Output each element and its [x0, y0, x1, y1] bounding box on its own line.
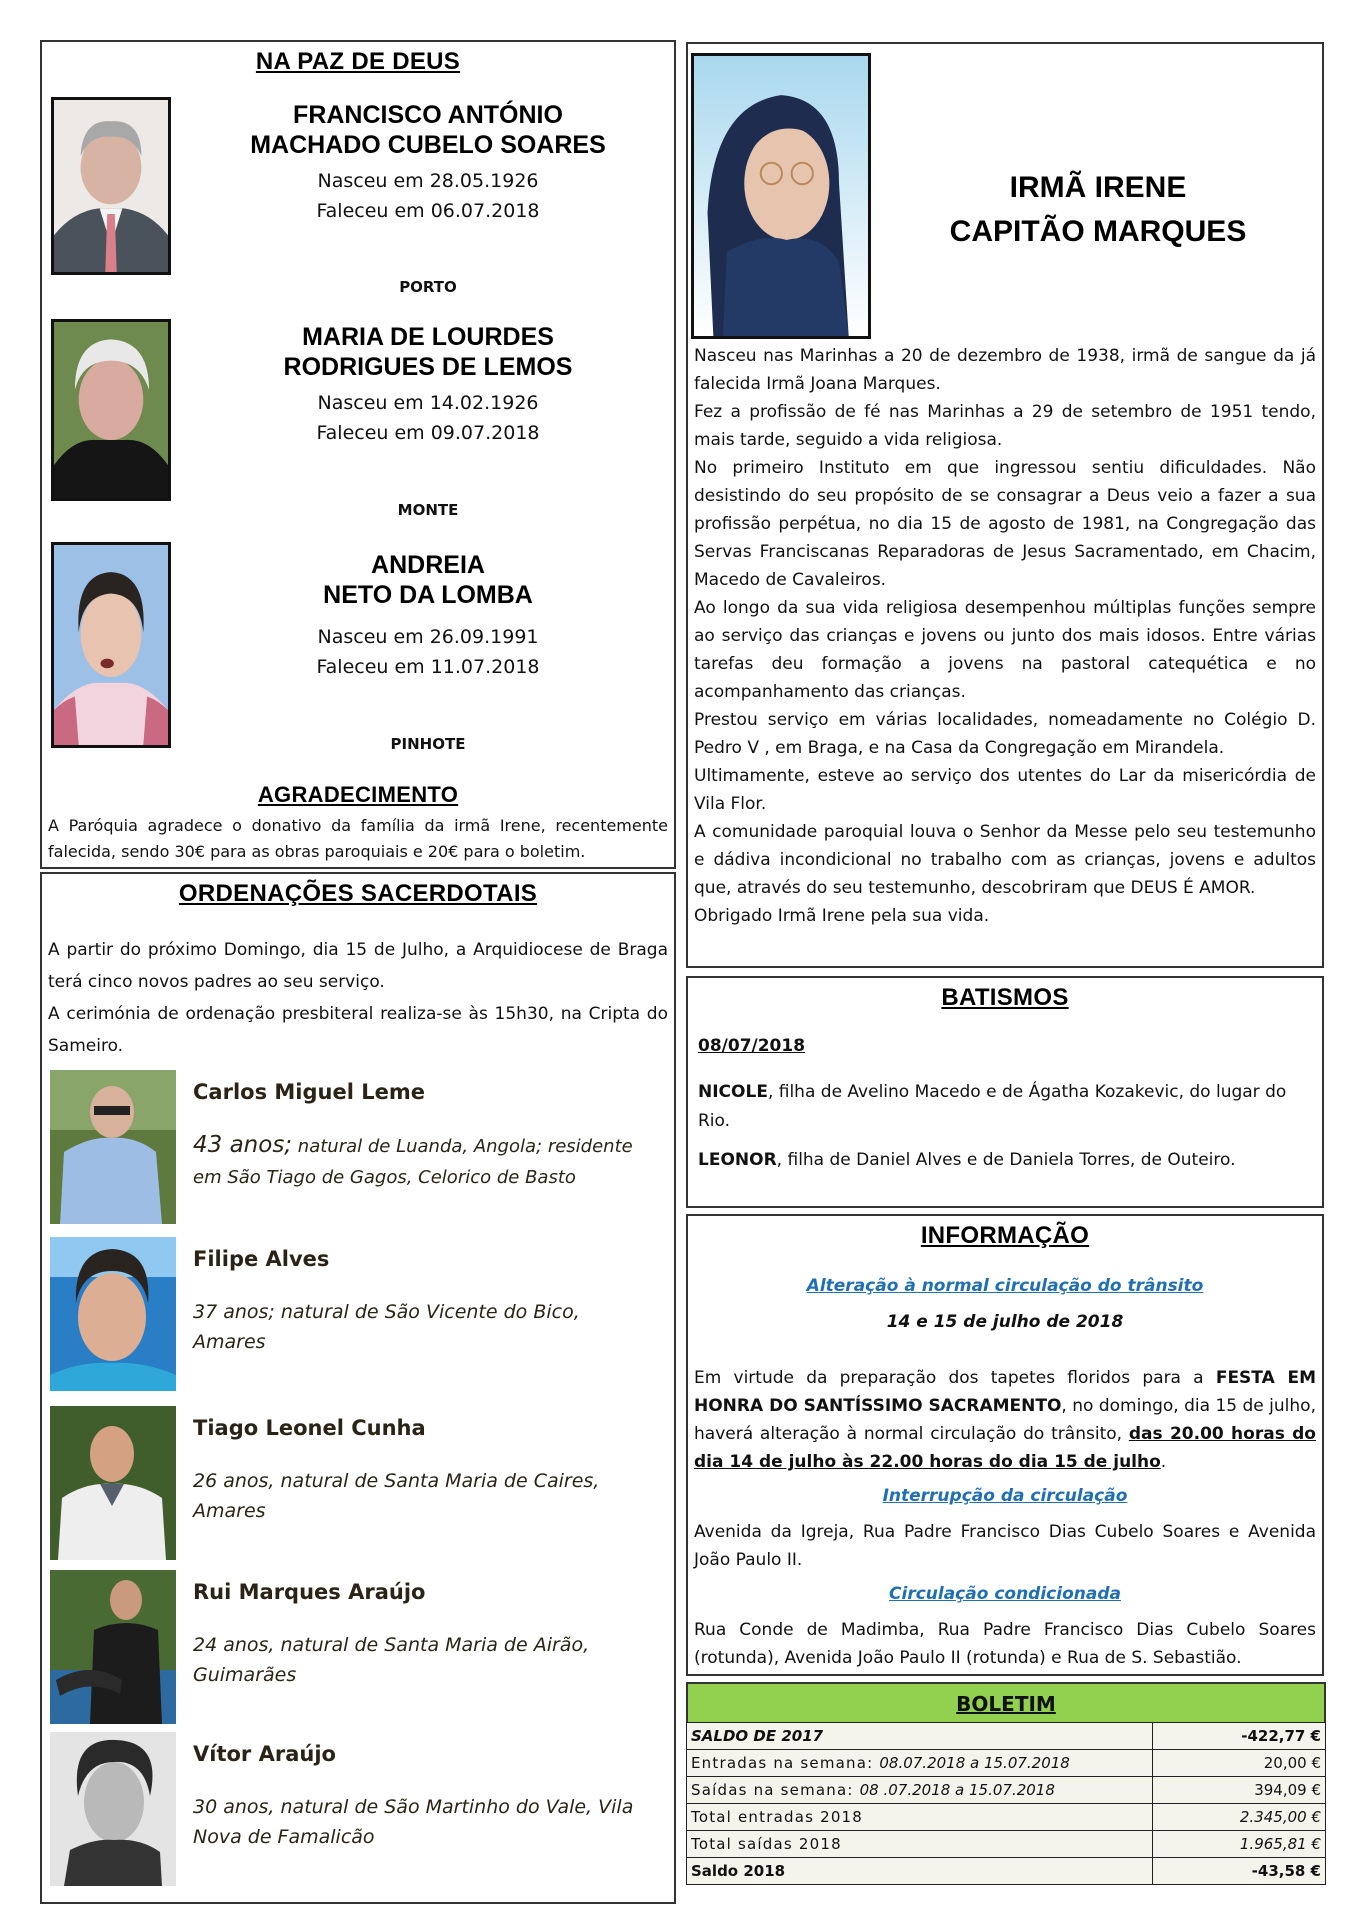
- table-row: [687, 1831, 1326, 1858]
- portrait-image: [54, 322, 168, 498]
- priest-item: [50, 1070, 670, 1228]
- priest-item: [50, 1237, 670, 1395]
- priest-description: 24 anos, natural de Santa Maria de Airão, Guimarães: [193, 1634, 590, 1686]
- bio-paragraph: Ao longo da sua vida religiosa desempenhou múltiplas funções sempre ao serviço das crianças e jovens ou junto dos mais idosos. Entre várias tarefas deu formação a jovens na pastoral catequética e no acompanhamento das crianças.: [694, 598, 1316, 702]
- portrait-image: [50, 1406, 176, 1560]
- priest-photo: [50, 1237, 176, 1391]
- priest-origin: natural de Luanda, Angola; residente em São Tiago de Gagos, Celorico de Basto: [193, 1136, 633, 1188]
- birth-date: Nasceu em 14.02.1926: [317, 392, 539, 414]
- table-row: [687, 1804, 1326, 1831]
- priest-description: 30 anos, natural de São Martinho do Vale, Vila Nova de Famalicão: [193, 1796, 634, 1848]
- name-line-1: ANDREIA: [371, 551, 485, 579]
- name-line-1: MARIA DE LOURDES: [302, 323, 554, 351]
- info-title: INFORMAÇÃO: [920, 1222, 1090, 1249]
- priest-photo: [50, 1406, 176, 1560]
- boletim-section: [686, 1682, 1326, 1885]
- irene-name: [874, 166, 1322, 254]
- table-row: [687, 1858, 1326, 1885]
- priest-photo: [50, 1570, 176, 1724]
- name-line-1: IRMÃ IRENE: [1009, 171, 1187, 204]
- text-part: Em virtude da preparação dos tapetes floridos para a: [694, 1368, 1216, 1388]
- irene-photo: [691, 53, 871, 339]
- portrait-image: [694, 56, 868, 336]
- table-row: [687, 1723, 1326, 1750]
- obituary-dates: [182, 622, 674, 682]
- row-value: 2.345,00 €: [1153, 1804, 1326, 1831]
- interruption-heading[interactable]: Interrupção da circulação: [882, 1486, 1128, 1506]
- boletim-title: BOLETIM: [956, 1692, 1056, 1716]
- label-text: Entradas na semana:: [691, 1754, 880, 1772]
- text-part: .: [1160, 1452, 1167, 1472]
- priest-name: Carlos Miguel Leme: [193, 1080, 425, 1104]
- birth-date: Nasceu em 26.09.1991: [317, 626, 539, 648]
- bio-paragraph: A comunidade paroquial louva o Senhor da Messe pelo seu testemunho e dádiva incondicional no trabalho com as crianças, jovens e adultos que, através do seu testemunho, descobriram que DEUS É AMOR.: [694, 822, 1316, 898]
- priest-age: 43 anos;: [193, 1132, 293, 1158]
- priest-photo: [50, 1732, 176, 1886]
- obituary-place: PORTO: [399, 278, 457, 296]
- obituary-place: MONTE: [397, 501, 459, 519]
- traffic-change-heading[interactable]: Alteração à normal circulação do trânsito: [806, 1276, 1204, 1296]
- text-part: , no domingo, dia 15 de julho, haverá alteração à normal circulação do trânsito,: [694, 1396, 1316, 1444]
- thanks-title: AGRADECIMENTO: [257, 782, 459, 807]
- irene-section: [686, 42, 1324, 968]
- portrait-image: [54, 545, 168, 745]
- row-label: [687, 1750, 1153, 1777]
- priest-name: Tiago Leonel Cunha: [193, 1416, 426, 1440]
- birth-date: Nasceu em 28.05.1926: [317, 170, 539, 192]
- portrait-image: [50, 1570, 176, 1724]
- obituary-photo-andreia: [51, 542, 171, 748]
- boletim-table: [686, 1722, 1326, 1885]
- label-text: SALDO DE 2017: [691, 1727, 824, 1745]
- priest-name: Rui Marques Araújo: [193, 1580, 426, 1604]
- row-value: -422,77 €: [1153, 1723, 1326, 1750]
- priest-photo: [50, 1070, 176, 1224]
- traffic-change-dates: 14 e 15 de julho de 2018: [886, 1312, 1124, 1332]
- row-label: [687, 1858, 1153, 1885]
- priest-name: Vítor Araújo: [193, 1742, 336, 1766]
- row-value: -43,58 €: [1153, 1858, 1326, 1885]
- traffic-change-text: [694, 1364, 1316, 1476]
- conditioned-heading[interactable]: Circulação condicionada: [889, 1584, 1121, 1604]
- bio-paragraph: Fez a profissão de fé nas Marinhas a 29 de setembro de 1951 tendo, mais tarde, seguido a vida religiosa.: [694, 402, 1316, 450]
- row-label: [687, 1723, 1153, 1750]
- name-line-2: CAPITÃO MARQUES: [949, 215, 1247, 248]
- label-text: Saídas na semana:: [691, 1781, 860, 1799]
- name-line-2: NETO DA LOMBA: [323, 581, 533, 609]
- baptism-date: 08/07/2018: [698, 1036, 806, 1056]
- priest-item: [50, 1732, 670, 1890]
- bio-paragraph: No primeiro Instituto em que ingressou sentiu dificuldades. Não desistindo do seu propósito de se consagrar a Deus veio a fazer a sua profissão perpétua, no dia 15 de agosto de 1981, na Congregação das Servas Franciscanas Reparadoras de Jesus Sacramentado, em Chacim, Macedo de Cavaleiros.: [694, 458, 1316, 590]
- table-row: [687, 1777, 1326, 1804]
- baptized-name: LEONOR: [698, 1150, 777, 1170]
- ordinations-ceremony: A cerimónia de ordenação presbiteral realiza-se às 15h30, na Cripta do Sameiro.: [48, 1004, 668, 1056]
- label-text: Saldo 2018: [691, 1862, 786, 1880]
- portrait-image: [50, 1070, 176, 1224]
- bio-paragraph: Ultimamente, esteve ao serviço dos utentes do Lar da misericórdia de Vila Flor.: [694, 766, 1316, 814]
- name-line-2: MACHADO CUBELO SOARES: [250, 131, 606, 159]
- obituary-name: [182, 322, 674, 382]
- portrait-image: [54, 100, 168, 272]
- obituary-dates: [182, 388, 674, 448]
- table-row: [687, 1750, 1326, 1777]
- baptisms-title: BATISMOS: [941, 984, 1069, 1011]
- obituaries-title: NA PAZ DE DEUS: [255, 48, 461, 75]
- bio-paragraph: Prestou serviço em várias localidades, nomeadamente no Colégio D. Pedro V , em Braga, e na Casa da Congregação em Mirandela.: [694, 710, 1316, 758]
- portrait-image: [50, 1732, 176, 1886]
- baptism-details: , filha de Avelino Macedo e de Ágatha Kozakevic, do lugar do Rio.: [698, 1082, 1287, 1131]
- obituary-place: PINHOTE: [390, 735, 466, 753]
- obituary-dates: [182, 166, 674, 226]
- priest-name: Filipe Alves: [193, 1247, 330, 1271]
- festival-name: FESTA EM HONRA DO SANTÍSSIMO SACRAMENTO: [694, 1368, 1316, 1416]
- row-value: 20,00 €: [1153, 1750, 1326, 1777]
- priest-description: 26 anos, natural de Santa Maria de Caires, Amares: [193, 1470, 600, 1522]
- irene-biography: [694, 342, 1316, 930]
- priest-description: 37 anos; natural de São Vicente do Bico, Amares: [193, 1301, 580, 1353]
- name-line-2: RODRIGUES DE LEMOS: [283, 353, 573, 381]
- priest-description: [193, 1130, 653, 1193]
- priest-item: [50, 1406, 670, 1564]
- row-label: [687, 1777, 1153, 1804]
- name-line-1: FRANCISCO ANTÓNIO: [293, 101, 563, 129]
- bio-paragraph: Nasceu nas Marinhas a 20 de dezembro de 1938, irmã de sangue da já falecida Irmã Joana Marques.: [694, 346, 1316, 394]
- info-section: [686, 1214, 1324, 1676]
- label-text: Total saídas 2018: [691, 1835, 842, 1853]
- baptized-name: NICOLE: [698, 1082, 768, 1102]
- death-date: Faleceu em 06.07.2018: [316, 200, 540, 222]
- portrait-image: [50, 1237, 176, 1391]
- period-text: 08 .07.2018 a 15.07.2018: [859, 1781, 1055, 1799]
- ordinations-section: [40, 872, 676, 1904]
- ordinations-title: ORDENAÇÕES SACERDOTAIS: [178, 880, 538, 907]
- obituary-name: [182, 550, 674, 610]
- baptism-entry: [698, 1146, 1314, 1175]
- boletim-header: [686, 1682, 1326, 1722]
- thanks-text: A Paróquia agradece o donativo da família da irmã Irene, recentemente falecida, sendo 30€ para as obras paroquiais e 20€ para o boletim.: [48, 816, 668, 861]
- obituaries-section: [40, 40, 676, 869]
- row-label: [687, 1804, 1153, 1831]
- priest-item: [50, 1570, 670, 1728]
- baptism-entry: [698, 1078, 1314, 1136]
- death-date: Faleceu em 11.07.2018: [316, 656, 540, 678]
- ordinations-intro: A partir do próximo Domingo, dia 15 de Julho, a Arquidiocese de Braga terá cinco novos padres ao seu serviço.: [48, 940, 668, 992]
- obituary-photo-maria: [51, 319, 171, 501]
- baptism-details: , filha de Daniel Alves e de Daniela Torres, de Outeiro.: [776, 1150, 1236, 1170]
- row-value: 394,09 €: [1153, 1777, 1326, 1804]
- death-date: Faleceu em 09.07.2018: [316, 422, 540, 444]
- obituary-photo-francisco: [51, 97, 171, 275]
- interruption-text: Avenida da Igreja, Rua Padre Francisco Dias Cubelo Soares e Avenida João Paulo II.: [694, 1522, 1316, 1570]
- bio-paragraph: Obrigado Irmã Irene pela sua vida.: [694, 906, 990, 926]
- period-text: 08.07.2018 a 15.07.2018: [879, 1754, 1070, 1772]
- baptisms-section: [686, 976, 1324, 1208]
- conditioned-text: Rua Conde de Madimba, Rua Padre Francisco Dias Cubelo Soares (rotunda), Avenida João Paulo II (rotunda) e Rua de S. Sebastião.: [694, 1620, 1316, 1668]
- label-text: Total entradas 2018: [691, 1808, 864, 1826]
- row-label: [687, 1831, 1153, 1858]
- time-window: das 20.00 horas do dia 14 de julho às 22.00 horas do dia 15 de julho: [694, 1424, 1316, 1472]
- obituary-name: [182, 100, 674, 160]
- row-value: 1.965,81 €: [1153, 1831, 1326, 1858]
